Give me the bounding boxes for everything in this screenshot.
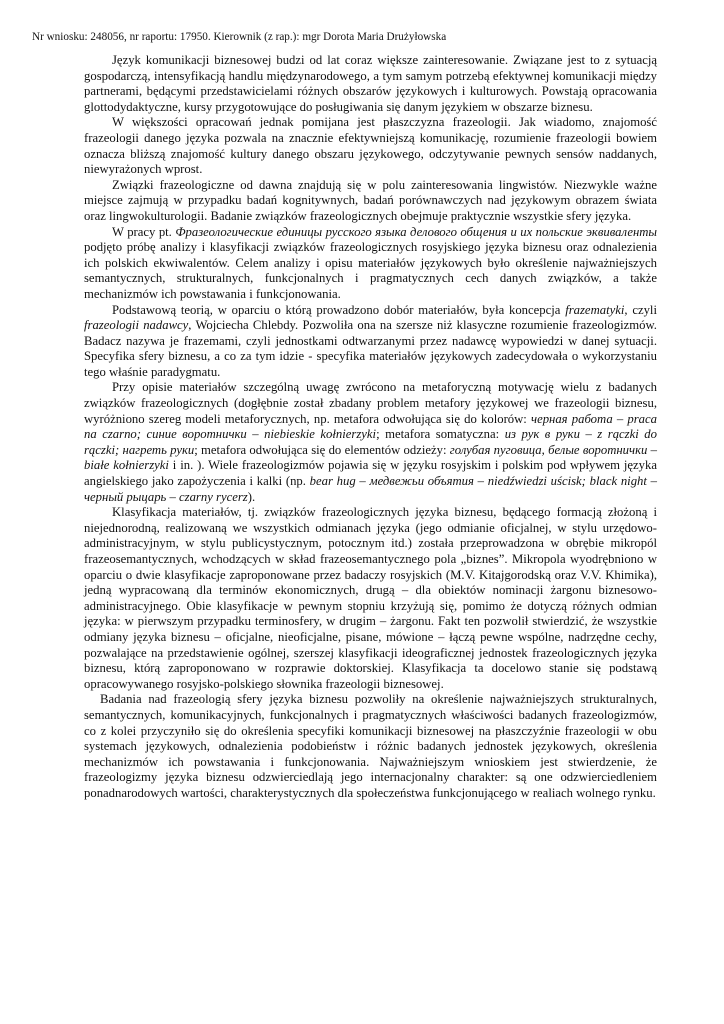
paragraph-4-text-2: podjęto próbę analizy i klasyfikacji związków frazeologicznych rosyjskiego języka biznesu oraz odnalezienia ich polskich ekwiwalentów. Celem analizy i opisu materiałów językowych było określenie najważniejszych semantycznych, strukturalnych, funkcjonalnych i pragmatycznych cech danych związków, a także mechanizmów ich powstawania i funkcjonowania.: [84, 240, 657, 301]
paragraph-6: [84, 380, 657, 505]
example-somatic: из рук в руки – z rączki do rączki; нагреть руки: [84, 427, 657, 457]
paragraph-8: Badania nad frazeologią sfery języka biznesu pozwoliły na określenie najważniejszych strukturalnych, semantycznych, komunikacyjnych, funkcjonalnych i pragmatycznych właściwości badanych frazeologizmów, co z kolei przyczyniło się do określenia specyfiki komunikacji biznesowej na płaszczyźnie frazeologii w obu systemach językowych, odnalezienia podobieństw i różnic badanych jednostek językowych, określenia mechanizmów ich powstawania i funkcjonowania. Najważniejszym wnioskiem jest stwierdzenie, że frazeologizmy języka biznesu odzwierciedlają jego internacjonalny charakter: są one odzwierciedleniem ponadnarodowych wartości, charakterystycznych dla społeczeństwa funkcjonującego w realiach wolnego rynku.: [84, 692, 657, 800]
paragraph-4-text-1: W pracy pt.: [112, 224, 176, 239]
paragraph-3: Związki frazeologiczne od dawna znajdują się w polu zainteresowania lingwistów. Niezwykle ważne miejsce zajmują w przypadku badań kognitywnych, badań porównawczych nad językowym obrazem świata oraz lingwokulturologii. Badanie związków frazeologicznych obejmuje praktycznie wszystkie sfery języka.: [84, 177, 657, 223]
paragraph-1: Język komunikacji biznesowej budzi od lat coraz większe zainteresowanie. Związane jest to z sytuacją gospodarczą, intensyfikacją handlu międzynarodowego, a tym samym potrzebą efektywnej komunikacji między partnerami, będącymi przedstawicielami różnych obszarów językowych i kulturowych. Powstają opracowania glottodydaktyczne, kursy przygotowujące do posługiwania się danym językiem w obszarze biznesu.: [84, 53, 657, 114]
paragraph-6-text-4: i in. ). Wiele frazeologizmów pojawia się w języku rosyjskim i polskim pod wpływem języka angielskiego jako zapożyczenia i kalki (np.: [84, 458, 657, 489]
paragraph-5: [84, 303, 657, 381]
example-clothing: голубая пуговица, белые воротнички – białe kołnierzyki: [84, 442, 657, 473]
paragraph-6-text-3: ; metafora odwołująca się do elementów odzieży:: [194, 442, 450, 457]
paragraph-6-text-1: Przy opisie materiałów szczególną uwagę zwrócono na metaforyczną motywację wielu z badanych związków frazeologicznych (dogłębnie został zbadany problem metafory językowej we frazeologii biznesu, wyróżniono szereg modeli metaforycznych, np. metafora odwołująca się do kolorów:: [84, 380, 657, 426]
paragraph-7: Klasyfikacja materiałów, tj. związków frazeologicznych języka biznesu, będącego formacją złożoną i niejednorodną, realizowaną we wszystkich odmianach języka (jego odmianie oficjalnej, w stylu urzędowo-administracyjnym, w stylu publicystycznym, potocznym itd.) została przeprowadzona w obrębie mikropól frazeosemantycznych, wchodzących w skład frazeosemantycznego pola „biznes”. Mikropola wyodrębniono w oparciu o dwie klasyfikacje zaproponowane przez badaczy rosyjskich (M.V. Kitajgorodską oraz V.V. Khimika), jedną wypracowaną dla terminów ekonomicznych, drugą – dla obiektów nominacji żargonu biznesowo-administracyjnego. Obie klasyfikacje w pewnym stopniu krzyżują się, pomimo że dotyczą różnych odmian języka: w pierwszym przypadku terminosfery, w drugim – żargonu. Fakt ten pozwolił stwierdzić, że wszystkie odmiany języka biznesu – oficjalne, nieoficjalne, pisane, mówione – łączą pewne wspólne, nadrzędne cechy, pozwalające na przedstawienie ogólnej, szerszej klasyfikacji ideograficznej jednostek frazeologicznych języka biznesu, którą zaproponowano w rozprawie doktorskiej. Klasyfikacja ta docelowo stanie się podstawą opracowywanego rosyjsko-polskiego słownika frazeologii biznesowej.: [84, 505, 657, 691]
paragraph-6-text-5: ).: [247, 489, 256, 504]
paragraph-2: W większości opracowań jednak pomijana jest płaszczyzna frazeologii. Jak wiadomo, znajomość frazeologii danego języka pozwala na znacznie efektywniejszą komunikację, rozumienie frazeologii bowiem oznacza bliższą znajomość kultury danego obszaru językowego, odczytywanie pewnych sensów naddanych, niewyrażonych wprost.: [84, 115, 657, 177]
paragraph-4: [84, 225, 657, 303]
document-body: [84, 53, 657, 802]
paragraph-5-text-1: Podstawową teorią, w oparciu o którą prowadzono dobór materiałów, była koncepcja: [112, 302, 566, 317]
paragraph-6-text-2: ; metafora somatyczna:: [376, 427, 505, 442]
example-colors: черная работа – praca na czarno; синие воротнички – niebieskie kołnierzyki: [84, 411, 657, 442]
paragraph-5-text-2: , czyli: [624, 302, 657, 317]
work-title: Фразеологические единицы русского языка делового общения и их польские эквиваленты: [175, 224, 657, 239]
paragraph-5-text-3: , Wojciecha Chlebdy. Pozwoliła ona na szersze niż klasyczne rozumienie frazeologizmów. Badacz nazywa je frazemami, czyli jednostkami odtwarzanymi przez nadawcę wypowiedzi w danej sytuacji. Specyfika sfery biznesu, a co za tym idzie - specyfika materiałów językowych zadecydowała o wykorzystaniu tego właśnie paradygmatu.: [84, 318, 657, 379]
page-header: Nr wniosku: 248056, nr raportu: 17950. Kierownik (z rap.): mgr Dorota Maria Drużyłowska: [32, 31, 447, 43]
term-frazeologia-nadawcy: frazeologii nadawcy: [84, 318, 189, 333]
example-borrowings: bear hug – медвежьи объятия – niedźwiedzi uścisk; black night – черный рыцарь – czarny rycerz: [84, 474, 657, 504]
term-frazematyka: frazematyki: [565, 302, 625, 317]
